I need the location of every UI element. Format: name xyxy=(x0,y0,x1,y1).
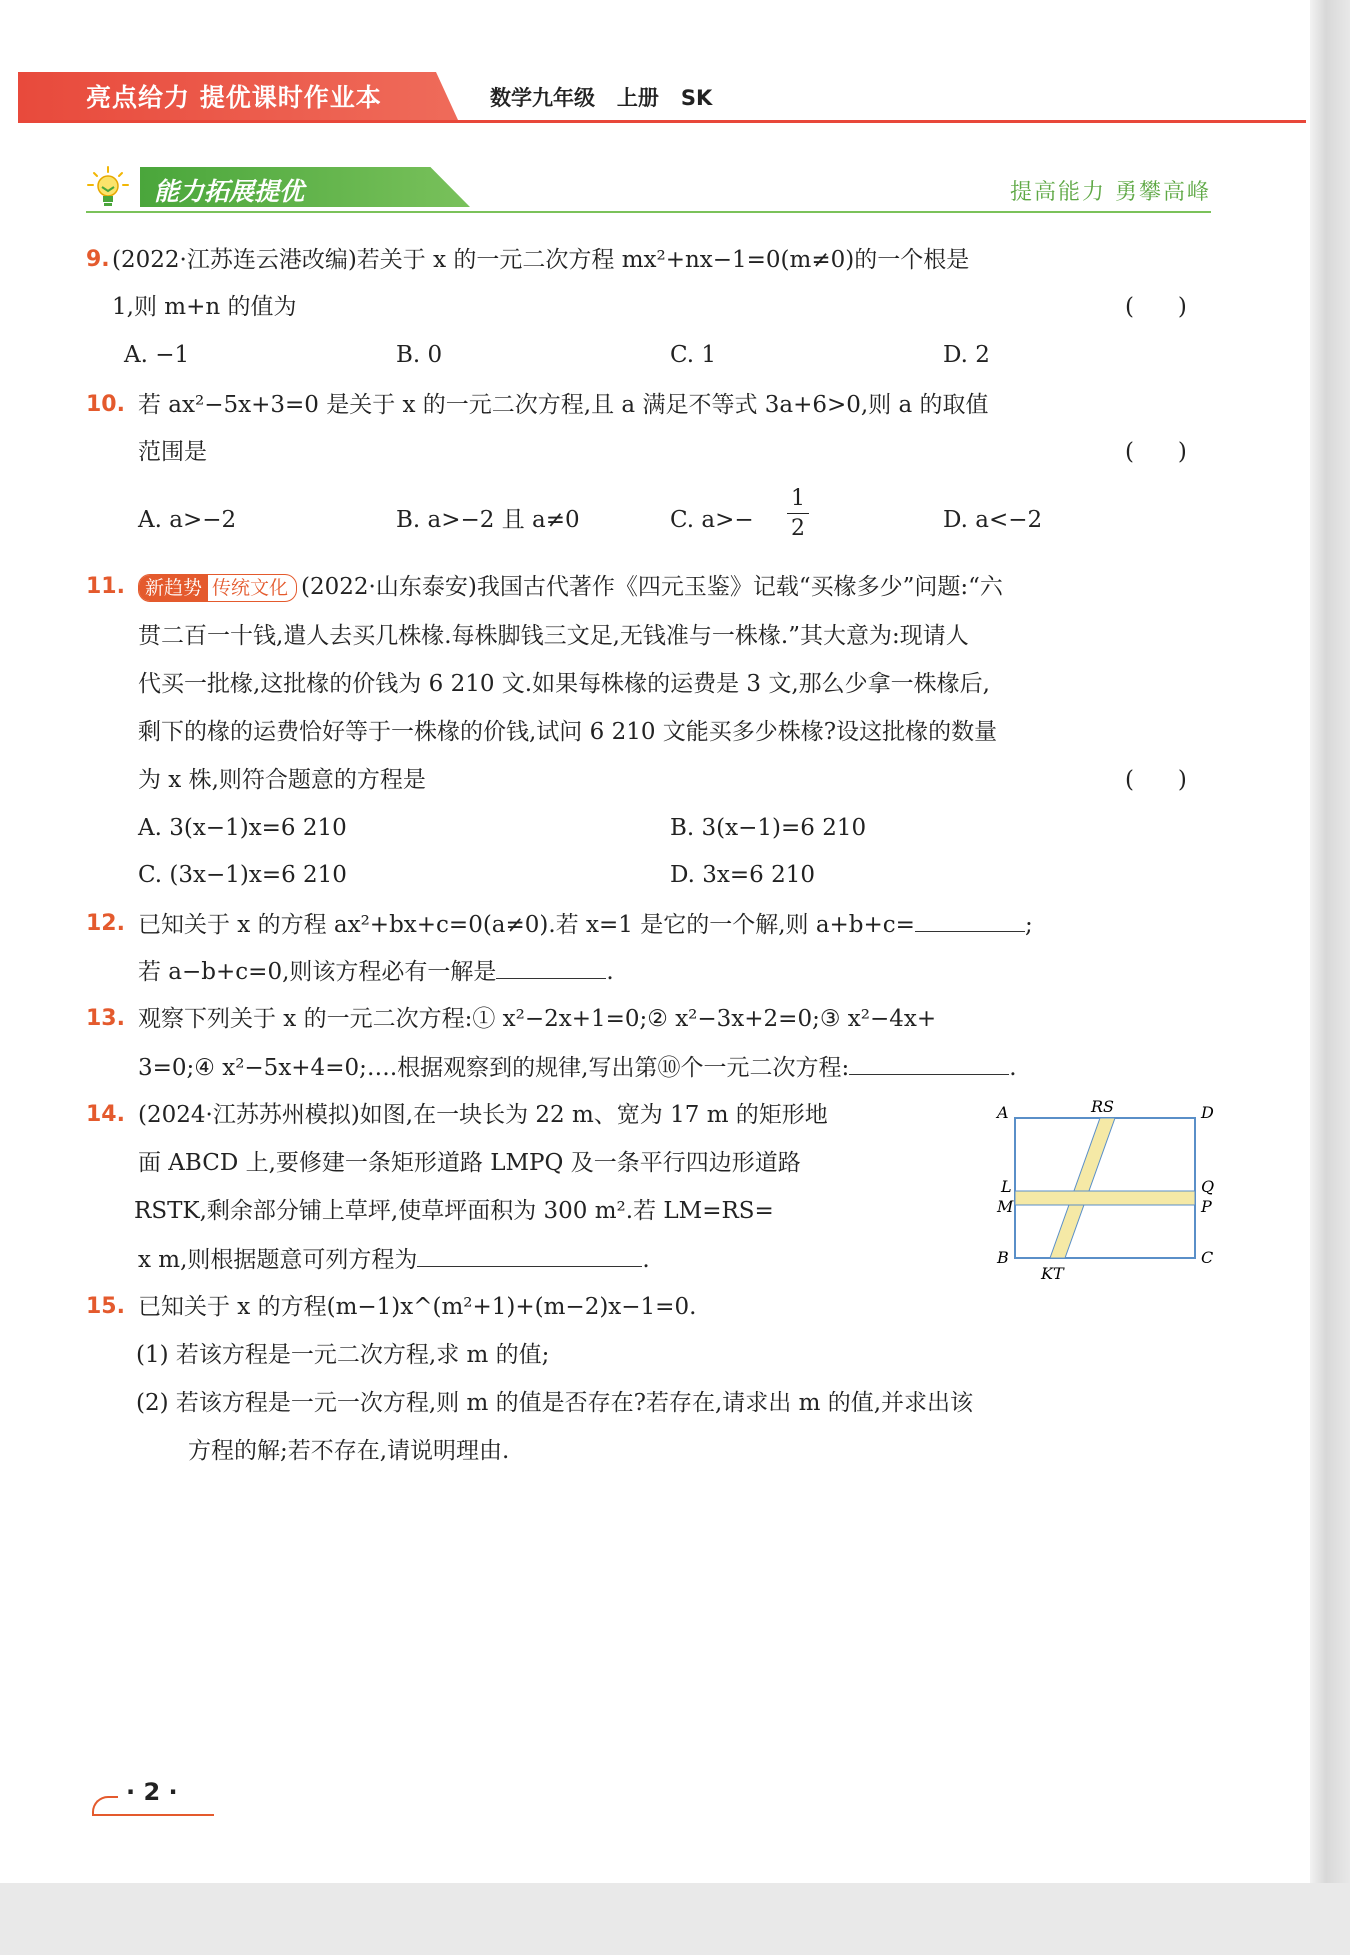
question-text: 贯二百一十钱,遣人去买几株椽.每株脚钱三文足,无钱准与一株椽.”其大意为:现请人 xyxy=(138,623,969,649)
question-number: 11. xyxy=(86,574,125,599)
rectangle-figure xyxy=(995,1098,1220,1283)
option: D. 3x=6 210 xyxy=(670,862,815,888)
label-rs: RS xyxy=(1091,1098,1115,1116)
question-number: 10. xyxy=(86,392,125,417)
punctuation: . xyxy=(642,1247,650,1273)
label-l: L xyxy=(1001,1177,1012,1196)
label-q: Q xyxy=(1201,1177,1215,1196)
question-text: (2022·江苏连云港改编)若关于 x 的一元二次方程 mx²+nx−1=0(m≠0)的一个根是 xyxy=(112,247,970,273)
label-p: P xyxy=(1201,1197,1212,1216)
question-text xyxy=(138,1052,1017,1083)
answer-bracket: ( ) xyxy=(1125,439,1187,465)
label-d: D xyxy=(1201,1103,1214,1122)
answer-blank[interactable] xyxy=(915,909,1025,932)
question-text: 若 ax²−5x+3=0 是关于 x 的一元二次方程,且 a 满足不等式 3a+6>0,则 a 的取值 xyxy=(138,392,989,418)
book-title: 数学九年级 上册 SK xyxy=(490,86,713,110)
question-text: RSTK,剩余部分铺上草坪,使草坪面积为 300 m².若 LM=RS= xyxy=(134,1198,774,1224)
option: A. −1 xyxy=(124,342,190,368)
question-text xyxy=(138,909,1033,940)
question-text: 代买一批椽,这批椽的价钱为 6 210 文.如果每株椽的运费是 3 文,那么少拿一株椽后, xyxy=(138,671,990,697)
punctuation: . xyxy=(1009,1055,1017,1081)
page-edge-shadow xyxy=(1310,0,1350,1955)
answer-blank[interactable] xyxy=(496,956,606,979)
question-part: 方程的解;若不存在,请说明理由. xyxy=(188,1438,510,1464)
question-text: 为 x 株,则符合题意的方程是 xyxy=(138,767,426,793)
series-title: 亮点给力 提优课时作业本 xyxy=(86,83,382,112)
option: D. 2 xyxy=(943,342,990,368)
label-c: C xyxy=(1201,1248,1214,1267)
header-banner xyxy=(18,72,1306,123)
question-text-line: 已知关于 x 的方程 ax²+bx+c=0(a≠0).若 x=1 是它的一个解,则 a+b+c= xyxy=(138,912,915,938)
question-text xyxy=(138,956,614,987)
question-text-line: 3=0;④ x²−5x+4=0;….根据观察到的规律,写出第⑩个一元二次方程: xyxy=(138,1055,850,1081)
fraction-numerator: 1 xyxy=(791,486,805,511)
fraction-denominator: 2 xyxy=(791,516,805,541)
section-title: 能力拓展提优 xyxy=(154,177,305,206)
question-text: 范围是 xyxy=(138,439,207,465)
question-part: (2) 若该方程是一元一次方程,则 m 的值是否存在?若存在,请求出 m 的值,并求出该 xyxy=(136,1390,974,1416)
question-text: 1,则 m+n 的值为 xyxy=(112,294,297,320)
question-number: 15. xyxy=(86,1294,125,1319)
badge-culture: 传统文化 xyxy=(212,577,289,599)
question-number: 12. xyxy=(86,911,125,936)
question-text-line: 若 a−b+c=0,则该方程必有一解是 xyxy=(138,959,497,985)
question-number: 13. xyxy=(86,1006,125,1031)
question-text xyxy=(138,572,1003,602)
question-number: 14. xyxy=(86,1102,125,1127)
option: A. 3(x−1)x=6 210 xyxy=(138,815,347,841)
section-slogan: 提高能力 勇攀高峰 xyxy=(1010,180,1211,205)
question-text-line: (2022·山东泰安)我国古代著作《四元玉鉴》记载“买椽多少”问题:“六 xyxy=(301,574,1003,600)
punctuation: . xyxy=(606,959,614,985)
rectangle-road xyxy=(1015,1191,1195,1205)
option: B. 3(x−1)=6 210 xyxy=(670,815,867,841)
option: C. (3x−1)x=6 210 xyxy=(138,862,347,888)
section-header xyxy=(86,165,1211,213)
option: D. a<−2 xyxy=(943,507,1043,533)
question-text xyxy=(138,1244,650,1275)
fraction-bar xyxy=(787,513,809,514)
option: B. a>−2 且 a≠0 xyxy=(396,507,580,533)
option: B. 0 xyxy=(396,342,443,368)
question-text: 剩下的椽的运费恰好等于一株椽的价钱,试问 6 210 文能买多少株椽?设这批椽的数量 xyxy=(138,719,998,745)
label-m: M xyxy=(997,1197,1014,1216)
page-number-text: · 2 · xyxy=(126,1778,178,1806)
question-text: 观察下列关于 x 的一元二次方程:① x²−2x+1=0;② x²−3x+2=0;③ x²−4x+ xyxy=(138,1006,937,1032)
option: A. a>−2 xyxy=(138,507,237,533)
answer-blank[interactable] xyxy=(417,1244,642,1267)
answer-bracket: ( ) xyxy=(1125,294,1187,320)
lightbulb-icon xyxy=(86,165,130,209)
fraction xyxy=(787,486,809,541)
question-part: (1) 若该方程是一元二次方程,求 m 的值; xyxy=(136,1342,550,1368)
trend-badge xyxy=(138,574,297,602)
badge-new-trend: 新趋势 xyxy=(139,575,208,601)
bottom-margin xyxy=(0,1883,1350,1955)
question-text-line: x m,则根据题意可列方程为 xyxy=(138,1247,418,1273)
punctuation: ; xyxy=(1024,912,1033,938)
question-number: 9. xyxy=(86,247,110,272)
question-text: 已知关于 x 的方程(m−1)x^(m²+1)+(m−2)x−1=0. xyxy=(138,1294,697,1320)
question-text: (2024·江苏苏州模拟)如图,在一块长为 22 m、宽为 17 m 的矩形地 xyxy=(138,1102,828,1128)
page-number-decoration xyxy=(92,1796,118,1816)
question-text: 面 ABCD 上,要修建一条矩形道路 LMPQ 及一条平行四边形道路 xyxy=(138,1150,801,1176)
label-kt: KT xyxy=(1041,1264,1064,1283)
page-number xyxy=(92,1778,214,1816)
label-a: A xyxy=(997,1103,1009,1122)
answer-bracket: ( ) xyxy=(1125,767,1187,793)
option: C. a>− xyxy=(670,507,754,533)
label-b: B xyxy=(997,1248,1009,1267)
answer-blank[interactable] xyxy=(849,1052,1009,1075)
option: C. 1 xyxy=(670,342,717,368)
